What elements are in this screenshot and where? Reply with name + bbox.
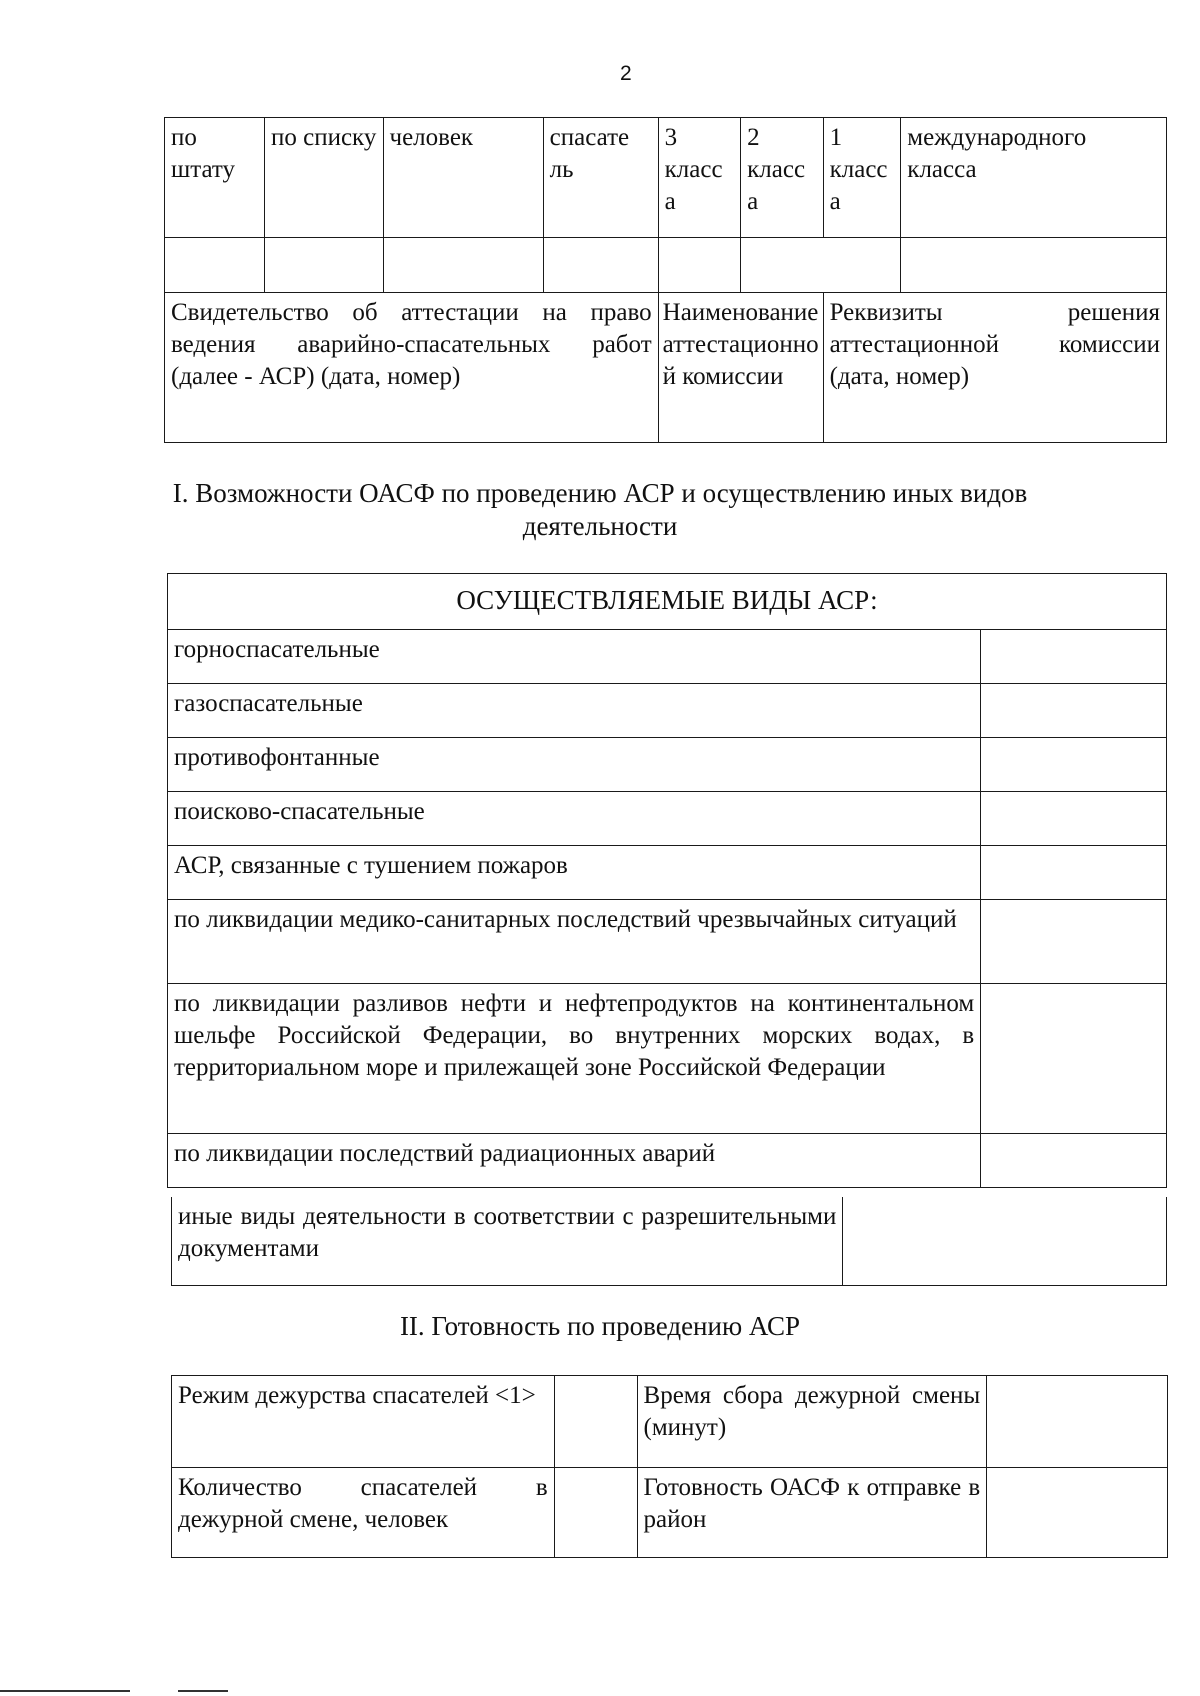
header-cell: человек	[383, 118, 543, 238]
asr-type-value[interactable]	[981, 984, 1167, 1134]
asr-type-value[interactable]	[981, 792, 1167, 846]
asr-type-row	[168, 630, 1167, 684]
asr-type-row	[168, 984, 1167, 1134]
asr-type-label: АСР, связанные с тушением пожаров	[168, 846, 981, 900]
assembly-time-label: Время сбора дежурной смены (минут)	[637, 1376, 987, 1468]
asr-type-row	[168, 792, 1167, 846]
dispatch-readiness-label: Готовность ОАСФ к отправке в район	[637, 1468, 987, 1558]
duty-count-label: Количество спасателей в дежурной смене, человек	[172, 1468, 555, 1558]
empty-cell[interactable]	[165, 238, 265, 293]
asr-type-label: по ликвидации последствий радиационных аварий	[168, 1134, 981, 1188]
assembly-time-value[interactable]	[987, 1376, 1168, 1468]
empty-cell[interactable]	[264, 238, 383, 293]
asr-type-row	[168, 1134, 1167, 1188]
other-activities-row	[172, 1197, 1167, 1285]
other-activities-value[interactable]	[843, 1197, 1167, 1285]
asr-type-value[interactable]	[981, 1134, 1167, 1188]
asr-type-label: газоспасательные	[168, 684, 981, 738]
header-cell: по штату	[165, 118, 265, 238]
empty-cell[interactable]	[901, 238, 1167, 293]
header-cell: международного класса	[901, 118, 1167, 238]
asr-type-row	[168, 684, 1167, 738]
header-cell: 1 класс а	[823, 118, 901, 238]
certificate-row	[165, 293, 1167, 443]
readiness-row	[172, 1376, 1168, 1468]
staff-table	[164, 117, 1167, 443]
header-cell: спасате ль	[543, 118, 658, 238]
certificate-cell: Свидетельство об аттестации на право ведения аварийно-спасательных работ (далее - АСР) (дата, номер)	[165, 293, 659, 443]
header-cell: по списку	[264, 118, 383, 238]
readiness-row	[172, 1468, 1168, 1558]
section-2-title: II. Готовность по проведению АСР	[399, 1311, 801, 1341]
asr-type-row	[168, 846, 1167, 900]
page-number: 2	[620, 62, 632, 85]
section-1-title-text: I. Возможности ОАСФ по проведению АСР и осуществлению иных видов деятельности	[172, 478, 1028, 541]
commission-name-cell: Наименование аттестационно й комиссии	[658, 293, 823, 443]
asr-type-label: по ликвидации разливов нефти и нефтепродуктов на континентальном шельфе Российской Федерации, во внутренних морских водах, в территориальном море и прилежащей зоне Российской Федерации	[168, 984, 981, 1134]
asr-type-label: горноспасательные	[168, 630, 981, 684]
staff-table-header-row	[165, 118, 1167, 238]
empty-cell[interactable]	[383, 238, 543, 293]
asr-type-label: поисково-спасательные	[168, 792, 981, 846]
asr-type-label: противофонтанные	[168, 738, 981, 792]
commission-decision-cell: Реквизиты решения аттестационной комиссии (дата, номер)	[823, 293, 1166, 443]
footnote-rule	[178, 1690, 228, 1692]
asr-types-header: ОСУЩЕСТВЛЯЕМЫЕ ВИДЫ АСР:	[168, 574, 1167, 630]
asr-type-value[interactable]	[981, 684, 1167, 738]
header-cell: 2 класс а	[741, 118, 823, 238]
asr-type-value[interactable]	[981, 846, 1167, 900]
duty-count-value[interactable]	[554, 1468, 637, 1558]
asr-type-row	[168, 900, 1167, 984]
asr-type-label: по ликвидации медико-санитарных последствий чрезвычайных ситуаций	[168, 900, 981, 984]
header-cell: 3 класс а	[658, 118, 740, 238]
empty-cell[interactable]	[741, 238, 901, 293]
asr-type-value[interactable]	[981, 630, 1167, 684]
asr-type-value[interactable]	[981, 900, 1167, 984]
empty-cell[interactable]	[543, 238, 658, 293]
duty-mode-label: Режим дежурства спасателей <1>	[172, 1376, 555, 1468]
other-activities-table	[171, 1197, 1167, 1286]
dispatch-readiness-value[interactable]	[987, 1468, 1168, 1558]
asr-type-row	[168, 738, 1167, 792]
asr-types-header-row	[168, 574, 1167, 630]
duty-mode-value[interactable]	[554, 1376, 637, 1468]
empty-cell[interactable]	[658, 238, 740, 293]
asr-types-table	[167, 573, 1167, 1188]
other-activities-label: иные виды деятельности в соответствии с разрешительными документами	[172, 1197, 843, 1285]
footnote-rule	[0, 1690, 130, 1692]
section-1-title	[0, 477, 1200, 543]
readiness-table	[171, 1375, 1168, 1558]
staff-table-empty-row	[165, 238, 1167, 293]
asr-type-value[interactable]	[981, 738, 1167, 792]
